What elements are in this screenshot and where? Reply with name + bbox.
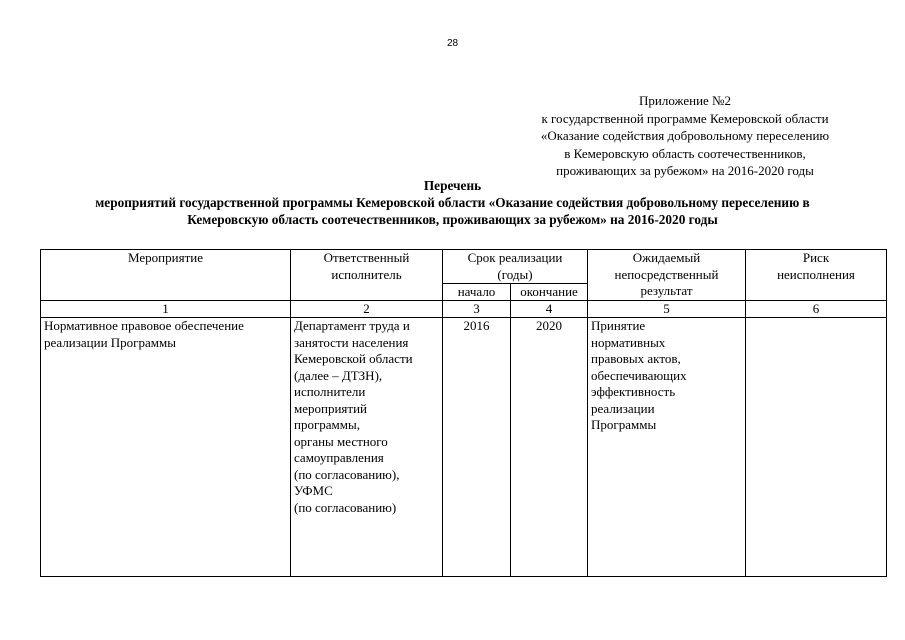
header-end: окончание bbox=[511, 284, 588, 301]
cell-text: (далее – ДТЗН), bbox=[294, 367, 383, 383]
header-text: Ожидаемый bbox=[632, 250, 701, 265]
header-event bbox=[41, 250, 291, 301]
title-heading: Перечень bbox=[423, 178, 482, 193]
header-text: исполнитель bbox=[331, 266, 402, 282]
cell-text: эффективность bbox=[591, 384, 676, 399]
title-subtitle-line: Кемеровскую область соотечественников, проживающих за рубежом» на 2016-2020 годы bbox=[187, 212, 718, 227]
appendix-line: проживающих за рубежом» на 2016-2020 годы bbox=[556, 163, 814, 178]
cell-text: Программы bbox=[591, 417, 657, 432]
cell-text: программы, bbox=[294, 417, 360, 432]
cell-text: мероприятий bbox=[294, 400, 367, 416]
header-text: Срок реализации bbox=[467, 250, 563, 265]
header-start: начало bbox=[443, 284, 511, 301]
cell-event bbox=[41, 318, 291, 577]
cell-text: нормативных bbox=[591, 334, 666, 350]
cell-risk bbox=[746, 318, 887, 577]
appendix-line: «Оказание содействия добровольному переселению bbox=[540, 128, 830, 143]
column-number: 3 bbox=[443, 301, 511, 318]
cell-text: Кемеровской области bbox=[294, 351, 413, 366]
header-responsible bbox=[291, 250, 443, 301]
cell-text: Принятие bbox=[591, 318, 646, 333]
events-table bbox=[40, 249, 887, 577]
cell-text: исполнители bbox=[294, 384, 366, 399]
cell-text: УФМС bbox=[294, 483, 333, 498]
column-number-row bbox=[41, 301, 887, 318]
cell-start: 2016 bbox=[443, 318, 511, 577]
column-number: 4 bbox=[511, 301, 588, 318]
header-text: непосредственный bbox=[614, 266, 719, 282]
header-risk bbox=[746, 250, 887, 301]
cell-text: правовых актов, bbox=[591, 351, 681, 366]
appendix-line: в Кемеровскую область соотечественников, bbox=[564, 145, 806, 161]
cell-text: Департамент труда и bbox=[294, 318, 410, 333]
appendix-line: Приложение №2 bbox=[639, 93, 731, 108]
title-subtitle-line: мероприятий государственной программы Кемеровской области «Оказание содействия добровольному переселению в bbox=[95, 195, 810, 210]
cell-text: реализации Программы bbox=[44, 334, 176, 350]
cell-text: (по согласованию) bbox=[294, 499, 397, 515]
cell-text: Нормативное правовое обеспечение bbox=[44, 318, 244, 333]
header-term bbox=[443, 250, 588, 284]
column-number: 2 bbox=[291, 301, 443, 318]
cell-text: самоуправления bbox=[294, 450, 384, 465]
table-header-row bbox=[41, 250, 887, 284]
page-number: 28 bbox=[446, 38, 459, 49]
cell-text: органы местного bbox=[294, 433, 388, 449]
cell-responsible bbox=[291, 318, 443, 577]
header-text: Ответственный bbox=[323, 250, 410, 265]
header-result bbox=[588, 250, 746, 301]
cell-result bbox=[588, 318, 746, 577]
header-text: Мероприятие bbox=[128, 250, 203, 265]
cell-text: реализации bbox=[591, 400, 655, 416]
table-row bbox=[41, 318, 887, 577]
cell-text: обеспечивающих bbox=[591, 367, 687, 383]
header-text: результат bbox=[640, 283, 693, 298]
header-text: неисполнения bbox=[777, 266, 855, 282]
appendix-note bbox=[470, 92, 900, 180]
column-number: 5 bbox=[588, 301, 746, 318]
document-title bbox=[0, 177, 905, 228]
header-text: (годы) bbox=[497, 266, 533, 282]
column-number: 6 bbox=[746, 301, 887, 318]
appendix-line: к государственной программе Кемеровской области bbox=[541, 110, 829, 126]
column-number: 1 bbox=[41, 301, 291, 318]
cell-text: (по согласованию), bbox=[294, 466, 400, 482]
cell-text: занятости населения bbox=[294, 334, 409, 350]
header-text: Риск bbox=[802, 250, 830, 265]
cell-end: 2020 bbox=[511, 318, 588, 577]
